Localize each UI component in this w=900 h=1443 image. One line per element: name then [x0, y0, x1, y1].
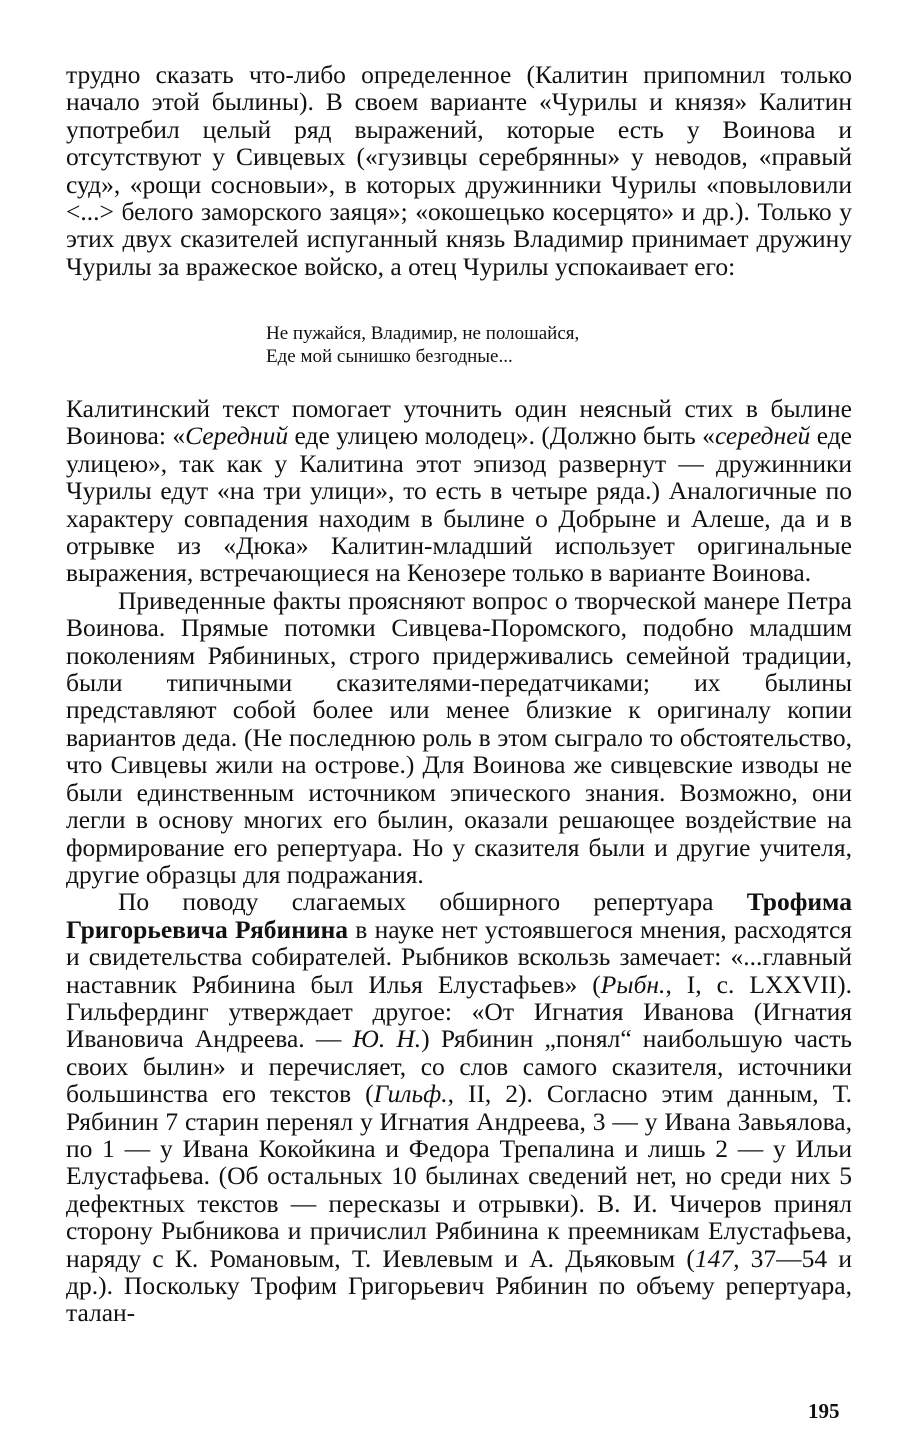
- italic-term: середней: [714, 421, 811, 451]
- bold-name: Трофима Григорьевича Рябинина: [66, 887, 852, 944]
- text-run: в науке нет устоявшегося мнения, расходятся и свидетельства собирателей. Рыбников вскользь замечает: «...главный наставник Рябинина был Илья Елустафьев» (: [66, 914, 852, 999]
- italic-citation: Гильф.: [373, 1079, 448, 1109]
- italic-reference-number: 147,: [694, 1243, 740, 1273]
- verse-line: Еде мой сынишко безгодные...: [266, 346, 513, 367]
- italic-citation: Рыбн.: [600, 969, 666, 999]
- verse-line: Не пужайся, Владимир, не полошайся,: [266, 323, 580, 344]
- text-block-top: [66, 61, 852, 280]
- verse-quote: [266, 322, 579, 368]
- text-run: Калитинский текст помогает уточнить один неясный стих в былине Воинова: «: [66, 394, 852, 451]
- paragraph-ryabinin-repertoire: [66, 888, 852, 1327]
- text-run: , II, 2). Согласно этим данным, Т. Рябинин 7 старин перенял у Игнатия Андреева, 3 — у Ивана Завьялова, по 1 — у Ивана Кокойкина и Федора Трепалина и лишь 2 — у Ильи Елустафьева. (Об остальных 10 былинах сведений нет, но среди них 5 дефектных текстов — пересказы и отрывки). В. И. Чичеров принял сторону Рыбникова и причислил Рябинина к преемникам Елустафьева, наряду с К. Романовым, Т. Иевлевым и А. Дьяковым (: [66, 1079, 852, 1273]
- text-run: ) Рябинин „понял“ наибольшую часть своих былин» и перечисляет, со слов самого сказителя, источники большинства его текстов (: [66, 1024, 852, 1109]
- text-run: еде улицею», так как у Калитина этот эпизод развернут — дружинники Чурилы едут «на три улици», то есть в четыре ряда.) Аналогичные по характеру совпадения находим в былине о Добрыне и Алеше, да и в отрывке из «Дюка» Калитин-младший использует оригинальные выражения, встречающиеся на Кенозере только в варианте Воинова.: [66, 421, 852, 588]
- page-number: 195: [808, 1399, 840, 1423]
- text-run: 37—54 и др.). Поскольку Трофим Григорьевич Рябинин по объему репертуара, талан-: [66, 1243, 852, 1328]
- text-block-main: [66, 395, 852, 1327]
- italic-initials: Ю. Н.: [352, 1024, 422, 1054]
- paragraph-voinov-manner: Приведенные факты проясняют вопрос о творческой манере Петра Воинова. Прямые потомки Сивцева-Поромского, подобно младшим поколениям Рябининых, строго придерживались семейной традиции, были типичными сказителями-передатчиками; их былины представляют собой более или менее близкие к оригиналу копии вариантов деда. (Не последнюю роль в этом сыграло то обстоятельство, что Сивцевы жили на острове.) Для Воинова же сивцевские изводы не были единственным источником эпического знания. Возможно, они легли в основу многих его былин, оказали решающее воздействие на формирование его репертуара. Но у сказителя были и другие учителя, другие образцы для подражания.: [66, 585, 852, 889]
- text-run: По поводу слагаемых обширного репертуара: [118, 887, 747, 917]
- paragraph-chirila-variant: трудно сказать что-либо определенное (Калитин припомнил только начало этой былины). В своем варианте «Чурилы и князя» Калитин употребил целый ряд выражений, которые есть у Воинова и отсутствуют у Сивцевых («гузивцы серебрянны» у неводов, «правый суд», «рощи сосновыи», в которых дружинники Чурилы «повыловили <...> белого заморского заяця»; «окошецько косерцято» и др.). Только у этих двух сказителей испуганный князь Владимир принимает дружину Чурилы за вражеское войско, а отец Чурилы успокаивает его:: [66, 60, 852, 281]
- text-run: , I, с. LXXVII). Гильфердинг утверждает другое: «От Игнатия Иванова (Игнатия Ивановича Андреева. —: [66, 969, 852, 1054]
- italic-term: Середний: [185, 421, 289, 451]
- text-run: еде улицею молодец». (Должно быть «: [288, 421, 715, 451]
- paragraph-kalitin-text: [66, 395, 852, 587]
